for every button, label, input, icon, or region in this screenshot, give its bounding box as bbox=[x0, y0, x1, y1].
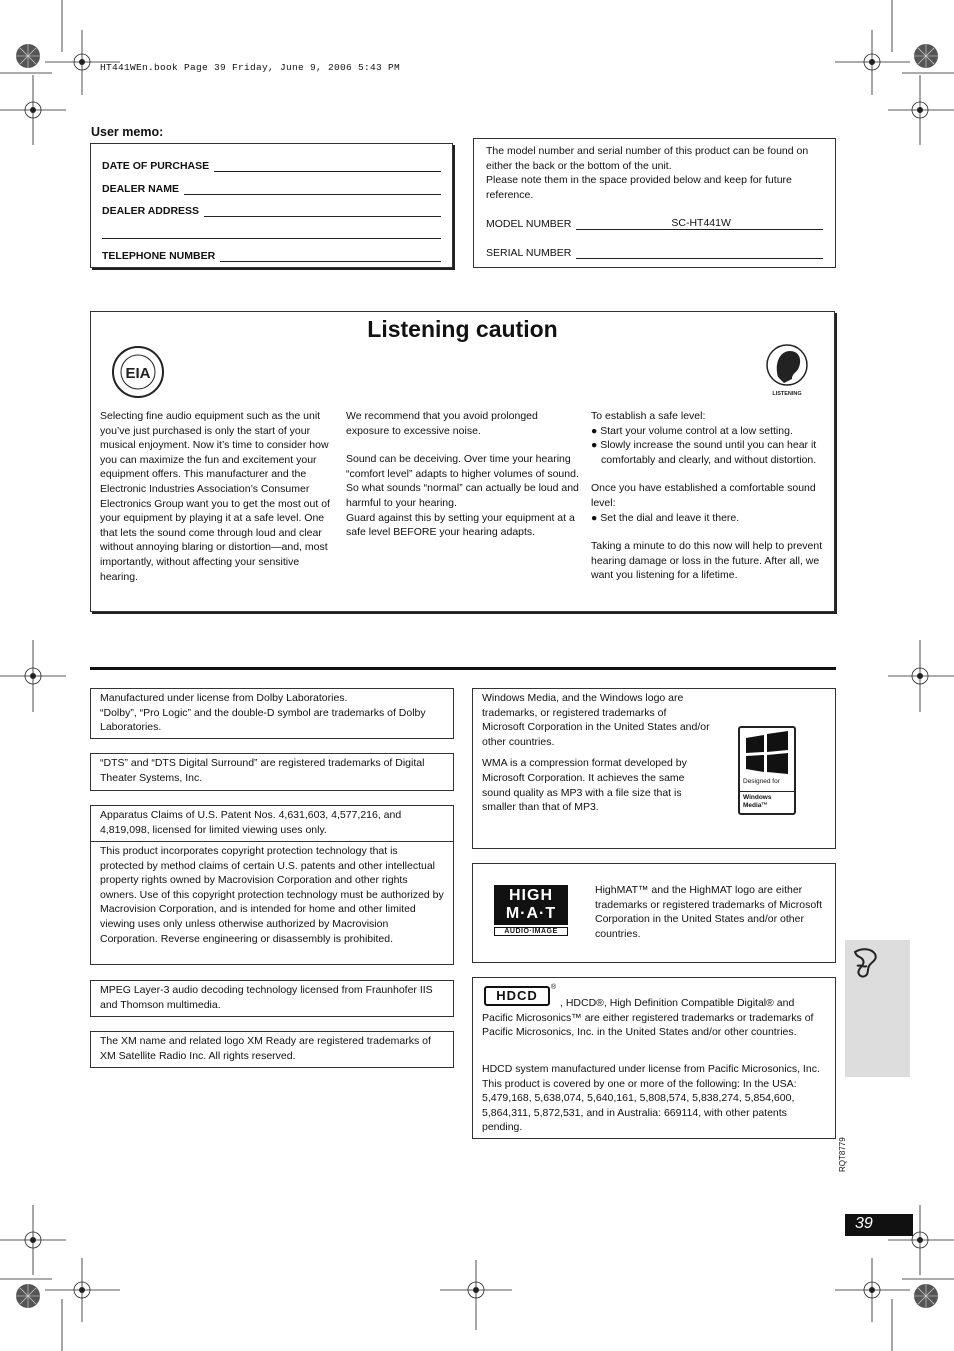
serial-number-label: SERIAL NUMBER bbox=[486, 247, 572, 259]
hdcd-notice bbox=[472, 977, 836, 1139]
side-tab bbox=[845, 940, 910, 1077]
user-memo-title: User memo: bbox=[91, 125, 164, 139]
memo-label: TELEPHONE NUMBER bbox=[102, 250, 216, 262]
xm-notice: The XM name and related logo XM Ready are registered trademarks of XM Satellite Radio Inc. All rights reserved. bbox=[90, 1031, 454, 1068]
eia-logo-text: EIA bbox=[125, 365, 151, 382]
windows-media-logo bbox=[738, 726, 796, 815]
write-line[interactable] bbox=[576, 245, 823, 259]
listening-for-a-lifetime-logo bbox=[764, 343, 810, 401]
caution-column-1 bbox=[100, 409, 336, 591]
eia-logo bbox=[111, 345, 165, 399]
dolby-notice: Manufactured under license from Dolby Laboratories. “Dolby”, “Pro Logic” and the double-D symbol are trademarks of Dolby Laboratories. bbox=[90, 688, 454, 739]
windows-media-text bbox=[482, 691, 710, 822]
section-divider bbox=[90, 667, 836, 670]
write-line[interactable] bbox=[576, 216, 823, 230]
caution-bullet: ● Slowly increase the sound until you can hear it comfortably and clearly, and without distortion. bbox=[591, 439, 817, 466]
model-number-value: SC-HT441W bbox=[671, 217, 731, 229]
user-memo-box bbox=[90, 143, 453, 268]
caution-column-2 bbox=[346, 409, 582, 547]
memo-row-date bbox=[102, 159, 441, 172]
memo-row-dealer-name bbox=[102, 182, 441, 195]
hdcd-logo: HDCD bbox=[484, 986, 550, 1006]
memo-label: DATE OF PURCHASE bbox=[102, 160, 210, 172]
highmat-logo-line2: M·A·T bbox=[505, 905, 557, 922]
hdcd-text bbox=[482, 996, 828, 1047]
document-code: RQT8779 bbox=[838, 1137, 847, 1172]
page-number-tab bbox=[845, 1214, 913, 1236]
caution-title: Listening caution bbox=[367, 316, 558, 342]
write-line[interactable] bbox=[102, 226, 441, 239]
hdcd-registered-mark: ® bbox=[551, 984, 557, 991]
memo-row-address-2 bbox=[102, 226, 441, 239]
highmat-logo bbox=[494, 885, 568, 943]
listening-caution-box bbox=[90, 311, 835, 612]
windows-logo-top-text: Designed for bbox=[743, 778, 780, 785]
write-line[interactable] bbox=[204, 204, 441, 217]
highmat-notice bbox=[472, 863, 836, 963]
book-header-line: HT441WEn.book Page 39 Friday, June 9, 2006 5:43 PM bbox=[100, 62, 401, 73]
windows-media-notice bbox=[472, 688, 836, 849]
memo-label: DEALER ADDRESS bbox=[102, 205, 200, 217]
serial-number-row bbox=[486, 245, 823, 259]
patent-notice: Apparatus Claims of U.S. Patent Nos. 4,631,603, 4,577,216, and 4,819,098, licensed for limited viewing uses only. bbox=[90, 805, 454, 842]
caution-col2-p3: Guard against this by setting your equipment at a safe level BEFORE your hearing adapts. bbox=[346, 511, 575, 539]
memo-label: DEALER NAME bbox=[102, 183, 180, 195]
hdcd-p2: HDCD system manufactured under license from Pacific Microsonics, Inc. This product is covered by one or more of the following: In the USA: 5,479,168, 5,638,074, 5,640,161, 5,808,574, 5,838,274, 5,854,600, 5,864,311, 5,872,531, and in Australia: 669114, with other patents pending. bbox=[482, 1063, 820, 1134]
caution-column-3 bbox=[591, 409, 827, 590]
highmat-logo-line1: HIGH bbox=[509, 887, 553, 904]
highmat-logo-line3: AUDIO·IMAGE bbox=[494, 927, 568, 936]
model-number-row bbox=[486, 216, 823, 230]
windows-media-p1: Windows Media, and the Windows logo are trademarks, or registered trademarks of Microsoft Corporation in the United States and/or other countries. bbox=[482, 692, 710, 748]
windows-logo-bottom-text: Windows Media™ bbox=[740, 791, 794, 812]
svg-text:LISTENING: LISTENING bbox=[772, 391, 802, 397]
memo-row-telephone bbox=[102, 249, 441, 262]
model-number-label: MODEL NUMBER bbox=[486, 218, 572, 230]
caution-col3-p2: Once you have established a comfortable sound level: bbox=[591, 482, 816, 509]
hdcd-text-2 bbox=[482, 1062, 828, 1142]
model-info-box bbox=[473, 138, 836, 268]
windows-media-p2: WMA is a compression format developed by Microsoft Corporation. It achieves the same sound quality as MP3 with a file size that is smaller than that of MP3. bbox=[482, 757, 687, 814]
caution-col3-p3: Taking a minute to do this now will help to prevent hearing damage or loss in the future. After all, we want you listening for a lifetime. bbox=[591, 540, 823, 582]
caution-col2-p2: Sound can be deceiving. Over time your hearing “comfort level” adapts to higher volumes of sound. So what sounds “normal” can actually be loud and harmful to your hearing. bbox=[346, 453, 579, 509]
dts-notice: “DTS” and “DTS Digital Surround” are registered trademarks of Digital Theater Systems, Inc. bbox=[90, 753, 454, 791]
caution-col3-intro: To establish a safe level: bbox=[591, 410, 706, 422]
page-number: 39 bbox=[855, 1215, 873, 1232]
write-line[interactable] bbox=[184, 182, 441, 195]
model-info-intro: The model number and serial number of this product can be found on either the back or the bottom of the unit. Please note them in the space provided below and keep for future reference. bbox=[486, 145, 809, 201]
memo-row-dealer-address bbox=[102, 204, 441, 217]
reference-section-icon bbox=[851, 946, 881, 980]
caution-col1-text: Selecting fine audio equipment such as the unit you’ve just purchased is only the start of your musical enjoyment. Now it’s time to consider how you can maximize the fun and excitement your equipment offers. This manufacturer and the Electronic Industries Association’s Consumer Electronics Group want you to get the most out of your equipment by playing it at a safe level. One that lets the sound come through loud and clear without annoying blaring or distortion—and, most importantly, without affecting your sensitive hearing. bbox=[100, 410, 330, 583]
caution-bullet: ● Start your volume control at a low setting. bbox=[591, 424, 793, 437]
windows-flag-icon bbox=[740, 728, 794, 778]
caution-bullet: ● Set the dial and leave it there. bbox=[591, 511, 740, 524]
write-line[interactable] bbox=[220, 249, 441, 262]
macrovision-notice: This product incorporates copyright protection technology that is protected by method claims of certain U.S. patents and other intellectual property rights owned by Macrovision Corporation and other rights owners. Use of this copyright protection technology must be authorized by Macrovision Corporation, and is intended for home and other limited viewing uses only unless otherwise authorized by Macrovision Corporation. Reverse engineering or disassembly is prohibited. bbox=[90, 841, 454, 965]
highmat-text: HighMAT™ and the HighMAT logo are either trademarks or registered trademarks of Microsoft Corporation in the United States and/or other countries. bbox=[595, 884, 822, 940]
caution-col2-p1: We recommend that you avoid prolonged exposure to excessive noise. bbox=[346, 410, 538, 437]
mpeg-notice: MPEG Layer-3 audio decoding technology licensed from Fraunhofer IIS and Thomson multimedia. bbox=[90, 980, 454, 1017]
write-line[interactable] bbox=[214, 159, 441, 172]
hdcd-p1: , HDCD®, High Definition Compatible Digital® and Pacific Microsonics™ are either registered trademarks or trademarks of Pacific Microsonics, Inc. in the United States and/or other countries. bbox=[482, 997, 814, 1039]
